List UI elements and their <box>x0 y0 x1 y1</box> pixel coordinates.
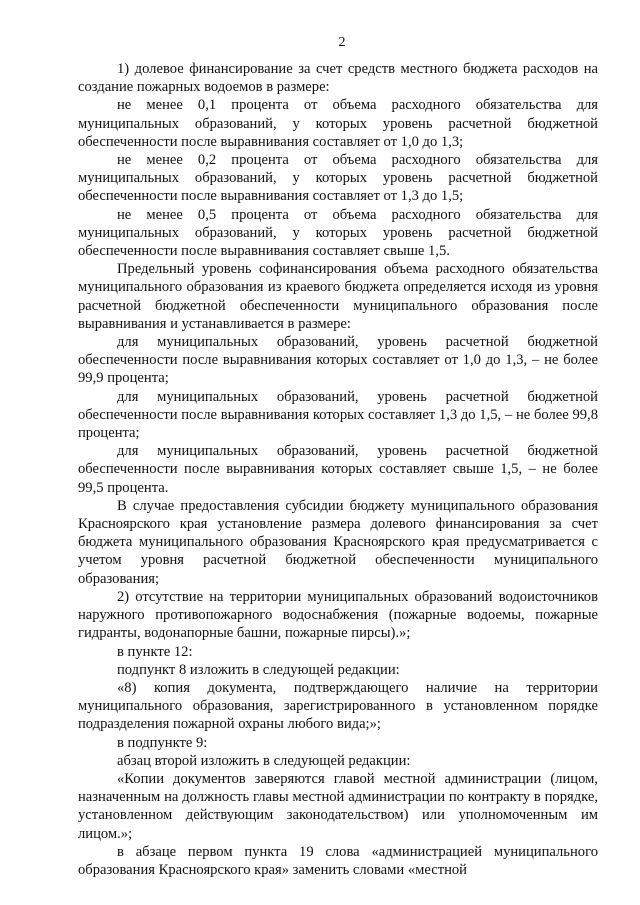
paragraph-12: подпункт 8 изложить в следующей редакции: <box>117 661 400 678</box>
paragraph-4: не менее 0,5 процента от объема расходного обязательства для муниципальных образований, у которых уровень расчетной бюджетной обеспеченности после выравнивания составляет свыше 1,5. <box>78 206 598 260</box>
paragraph-7: для муниципальных образований, уровень расчетной бюджетной обеспеченности после выравнивания которых составляет 1,3 до 1,5, – не более 99,8 процента; <box>78 388 598 442</box>
paragraph-15: абзац второй изложить в следующей редакции: <box>117 752 411 769</box>
paragraph-10: 2) отсутствие на территории муниципальных образований водоисточников наружного противопожарного водоснабжения (пожарные водоемы, пожарные гидранты, водонапорные башни, пожарные пирсы).»; <box>78 588 598 642</box>
paragraph-3: не менее 0,2 процента от объема расходного обязательства для муниципальных образований, у которых уровень расчетной бюджетной обеспеченности после выравнивания составляет от 1,3 до 1,5; <box>78 152 598 205</box>
paragraph-1: 1) долевое финансирование за счет средств местного бюджета расходов на создание пожарных водоемов в размере: <box>78 61 598 96</box>
paragraph-16: «Копии документов заверяются главой местной администрации (лицом, назначенным на должность главы местной администрации по контракту в порядке, установленном действующим законодательством) или уполномоченным им лицом.»; <box>78 770 598 842</box>
paragraph-13: «8) копия документа, подтверждающего наличие на территории муниципального образования, зарегистрированного в установленном порядке подразделения пожарной охраны любого вида;»; <box>78 679 598 733</box>
paragraph-17: в абзаце первом пункта 19 слова «администрацией муниципального образования Красноярского края» заменить словами «местной <box>78 843 598 878</box>
paragraph-6: для муниципальных образований, уровень расчетной бюджетной обеспеченности после выравнивания которых составляет от 1,0 до 1,3, – не более 99,9 процента; <box>78 334 598 387</box>
paragraph-2: не менее 0,1 процента от объема расходного обязательства для муниципальных образований, у которых уровень расчетной бюджетной обеспеченности после выравнивания составляет от 1,0 до 1,3; <box>78 97 598 150</box>
paragraph-14: в подпункте 9: <box>117 734 208 751</box>
paragraph-8: для муниципальных образований, уровень расчетной бюджетной обеспеченности после выравнивания которых составляет свыше 1,5, – не более 99,5 процента. <box>78 443 598 496</box>
paragraph-11: в пункте 12: <box>117 643 193 660</box>
paragraph-5: Предельный уровень софинансирования объема расходного обязательства муниципального образования из краевого бюджета определяется исходя из уровня расчетной бюджетной обеспеченности муниципального образования после выравнивания и устанавливается в размере: <box>78 261 598 332</box>
paragraph-9: В случае предоставления субсидии бюджету муниципального образования Красноярского края установление размера долевого финансирования за счет бюджета муниципального образования Красноярского края предусматривается с учетом уровня расчетной бюджетной обеспеченности муниципального образования; <box>78 497 598 587</box>
page-number: 2 <box>338 35 346 50</box>
